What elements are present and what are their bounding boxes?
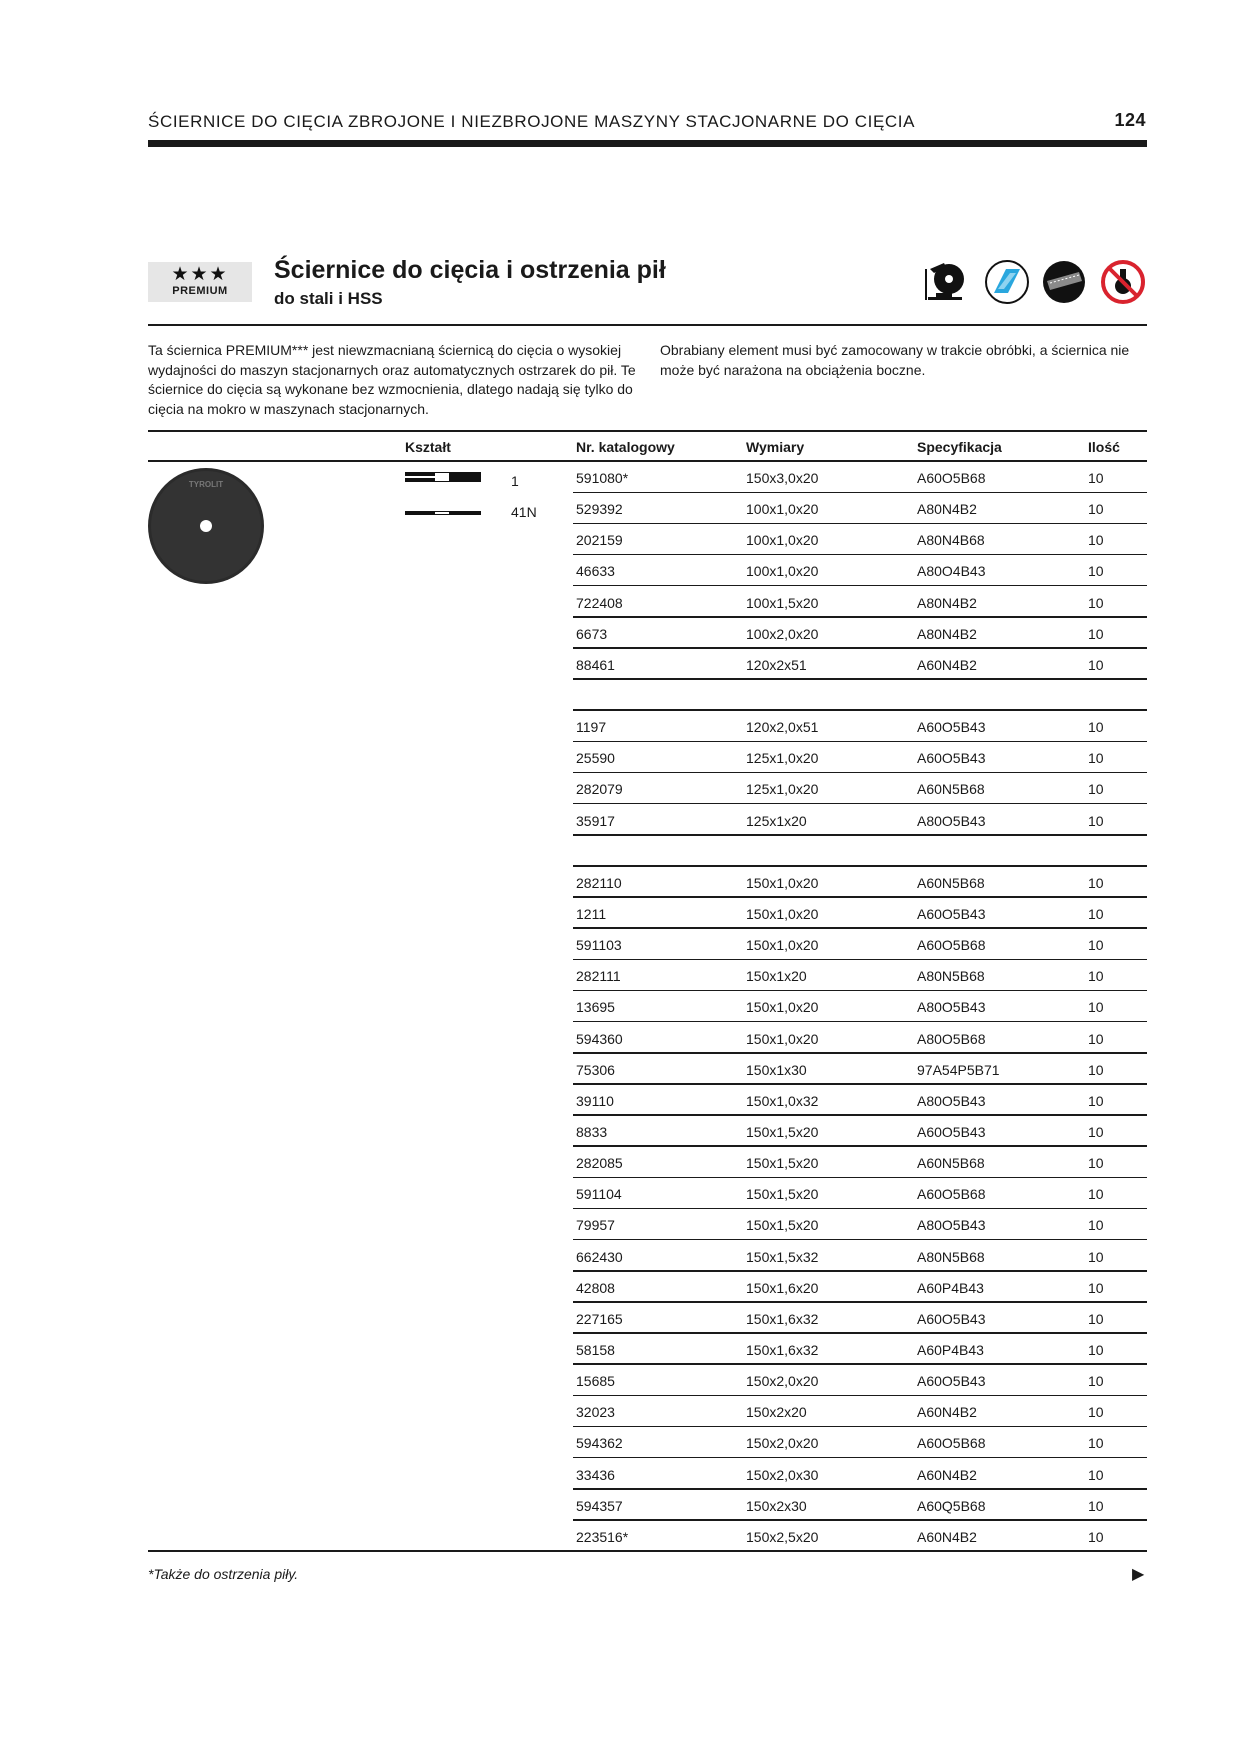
- catalog-number: 594357: [576, 1497, 623, 1514]
- quantity: 10: [1088, 656, 1104, 673]
- dimensions: 150x1,6x20: [746, 1279, 819, 1296]
- specification: A80N5B68: [917, 1248, 985, 1265]
- catalog-number: 282085: [576, 1155, 623, 1172]
- specification: A60O5B43: [917, 1310, 986, 1327]
- catalog-number: 594362: [576, 1435, 623, 1452]
- quantity: 10: [1088, 1435, 1104, 1452]
- premium-stars: ★★★: [171, 264, 229, 285]
- dimensions: 150x3,0x20: [746, 470, 819, 486]
- table-row: [0, 1459, 1240, 1490]
- catalog-number: 75306: [576, 1061, 615, 1078]
- saw-blade-icon: [1041, 259, 1087, 305]
- product-title: Ściernice do cięcia i ostrzenia pił: [274, 256, 666, 284]
- dimensions: 150x2x30: [746, 1497, 807, 1514]
- quantity: 10: [1088, 1061, 1104, 1078]
- disc-logo-text: TYROLIT: [188, 480, 224, 489]
- table-row: [0, 649, 1240, 680]
- quantity: 10: [1088, 1217, 1104, 1234]
- dimensions: 120x2x51: [746, 656, 807, 673]
- quantity: 10: [1088, 1466, 1104, 1483]
- quantity: 10: [1088, 1310, 1104, 1327]
- catalog-number: 282111: [576, 968, 621, 985]
- table-row: [0, 1334, 1240, 1365]
- dimensions: 150x1,0x20: [746, 905, 819, 922]
- steel-profile-icon: [984, 259, 1030, 305]
- dimensions: 150x1,6x32: [746, 1310, 819, 1327]
- table-row: [0, 836, 1240, 867]
- specification: A60O5B68: [917, 1435, 986, 1452]
- no-side-grinding-icon: [1100, 259, 1146, 305]
- table-row: [0, 493, 1240, 524]
- catalog-number: 15685: [576, 1373, 615, 1390]
- table-row: [0, 898, 1240, 929]
- catalog-number: 722408: [576, 594, 623, 611]
- specification: A60O5B68: [917, 1186, 986, 1203]
- quantity: 10: [1088, 594, 1104, 611]
- catalog-number: 1197: [576, 719, 607, 736]
- table-row: [0, 805, 1240, 836]
- dimensions: 125x1,0x20: [746, 781, 819, 798]
- table-row: [0, 1054, 1240, 1085]
- catalog-number: 227165: [576, 1310, 623, 1327]
- specification: A60N4B2: [917, 656, 977, 673]
- specification: A80O4B43: [917, 563, 986, 580]
- shape-41n-label: 41N: [511, 504, 537, 520]
- table-row: [0, 1490, 1240, 1521]
- table-row: [0, 618, 1240, 649]
- specification: A60P4B43: [917, 1279, 984, 1296]
- quantity: 10: [1088, 812, 1104, 829]
- catalog-number: 13695: [576, 999, 615, 1016]
- quantity: 10: [1088, 1123, 1104, 1140]
- table-row: [0, 773, 1240, 804]
- specification: A60N4B2: [917, 1466, 977, 1483]
- table-row: [0, 1116, 1240, 1147]
- table-row: [0, 1521, 1240, 1552]
- catalog-number: 202159: [576, 532, 623, 549]
- quantity: 10: [1088, 532, 1104, 549]
- table-bottom-rule: [148, 1550, 1147, 1552]
- specification: A60O5B43: [917, 905, 986, 922]
- specification: A60O5B43: [917, 1373, 986, 1390]
- table-row: [0, 742, 1240, 773]
- page-number: 124: [1114, 110, 1146, 130]
- table-row: [0, 1209, 1240, 1240]
- table-row: [0, 1147, 1240, 1178]
- specification: A60O5B68: [917, 937, 986, 954]
- dimensions: 150x1,5x20: [746, 1123, 819, 1140]
- table-row: [0, 711, 1240, 742]
- table-row: [0, 1396, 1240, 1427]
- quantity: 10: [1088, 1373, 1104, 1390]
- table-row: [0, 1272, 1240, 1303]
- dimensions: 150x1,0x20: [746, 874, 819, 891]
- catalog-number: 25590: [576, 750, 615, 767]
- specification: A80O5B43: [917, 812, 986, 829]
- description-right: Obrabiany element musi być zamocowany w trakcie obróbki, a ściernica nie może być narażona na obciążenia boczne.: [660, 342, 1130, 378]
- shape-1-label: 1: [511, 473, 519, 489]
- table-row: [0, 524, 1240, 555]
- dimensions: 150x2,0x30: [746, 1466, 819, 1483]
- specification: A80O5B68: [917, 1030, 986, 1047]
- quantity: 10: [1088, 1030, 1104, 1047]
- dimensions: 150x2,5x20: [746, 1528, 819, 1545]
- specification: A60Q5B68: [917, 1497, 986, 1514]
- quantity: 10: [1088, 750, 1104, 767]
- dimensions: 150x1,0x32: [746, 1092, 819, 1109]
- quantity: 10: [1088, 1497, 1104, 1514]
- specification: A60O5B43: [917, 719, 986, 736]
- header-rule: [148, 140, 1147, 147]
- premium-badge: [148, 262, 252, 302]
- specification: A60P4B43: [917, 1341, 984, 1358]
- catalog-number: 42808: [576, 1279, 615, 1296]
- table-row: [0, 462, 1240, 493]
- table-row: [0, 1178, 1240, 1209]
- table-row: [0, 1085, 1240, 1116]
- dimensions: 150x1,0x20: [746, 1030, 819, 1047]
- specification: A80N5B68: [917, 968, 985, 985]
- quantity: 10: [1088, 781, 1104, 798]
- quantity: 10: [1088, 625, 1104, 642]
- column-header-dimensions: Wymiary: [746, 439, 805, 455]
- catalog-number: 88461: [576, 656, 615, 673]
- quantity: 10: [1088, 1248, 1104, 1265]
- specification: A80O5B43: [917, 999, 986, 1016]
- table-row: [0, 1023, 1240, 1054]
- catalog-number: 223516*: [576, 1528, 629, 1545]
- catalog-number: 529392: [576, 501, 623, 518]
- quantity: 10: [1088, 1186, 1104, 1203]
- dimensions: 100x1,5x20: [746, 594, 819, 611]
- footnote: *Także do ostrzenia piły.: [148, 1566, 299, 1582]
- table-row: [0, 587, 1240, 618]
- quantity: 10: [1088, 874, 1104, 891]
- quantity: 10: [1088, 501, 1104, 518]
- specification: A80N4B68: [917, 532, 985, 549]
- dimensions: 150x1x20: [746, 968, 807, 985]
- specification: A80N4B2: [917, 594, 977, 611]
- dimensions: 100x2,0x20: [746, 625, 819, 642]
- table-row: [0, 1427, 1240, 1458]
- table-row: [0, 1241, 1240, 1272]
- dimensions: 120x2,0x51: [746, 719, 819, 736]
- premium-label: PREMIUM: [172, 285, 228, 297]
- dimensions: 150x1,5x20: [746, 1217, 819, 1234]
- quantity: 10: [1088, 1528, 1104, 1545]
- specification: A80O5B43: [917, 1092, 986, 1109]
- table-row: [0, 555, 1240, 586]
- catalog-number: 32023: [576, 1404, 615, 1421]
- catalog-number: 662430: [576, 1248, 623, 1265]
- specification: A80N4B2: [917, 625, 977, 642]
- page-header-title: ŚCIERNICE DO CIĘCIA ZBROJONE I NIEZBROJONE MASZYNY STACJONARNE DO CIĘCIA: [148, 112, 916, 131]
- dimensions: 100x1,0x20: [746, 532, 819, 549]
- dimensions: 150x2,0x20: [746, 1435, 819, 1452]
- table-row: [0, 680, 1240, 711]
- catalog-number: 58158: [576, 1341, 615, 1358]
- quantity: 10: [1088, 1092, 1104, 1109]
- dimensions: 150x1,5x20: [746, 1186, 819, 1203]
- specification: A80O5B43: [917, 1217, 986, 1234]
- catalog-number: 79957: [576, 1217, 615, 1234]
- catalog-number: 591104: [576, 1186, 622, 1203]
- dimensions: 125x1,0x20: [746, 750, 819, 767]
- dimensions: 150x2x20: [746, 1404, 807, 1421]
- specification: A80N4B2: [917, 501, 977, 518]
- catalog-number: 594360: [576, 1030, 623, 1047]
- table-row: [0, 991, 1240, 1022]
- quantity: 10: [1088, 999, 1104, 1016]
- quantity: 10: [1088, 968, 1104, 985]
- dimensions: 150x1,0x20: [746, 937, 819, 954]
- quantity: 10: [1088, 1341, 1104, 1358]
- table-row: [0, 1303, 1240, 1334]
- specification: A60O5B43: [917, 750, 986, 767]
- specification: A60O5B43: [917, 1123, 986, 1140]
- catalog-number: 282110: [576, 874, 622, 891]
- title-rule: [148, 324, 1147, 326]
- table-row: [0, 929, 1240, 960]
- catalog-number: 33436: [576, 1466, 615, 1483]
- column-header-catalog: Nr. katalogowy: [576, 439, 675, 455]
- dimensions: 150x1x30: [746, 1061, 807, 1078]
- dimensions: 100x1,0x20: [746, 501, 819, 518]
- specification: 97A54P5B71: [917, 1061, 1000, 1078]
- quantity: 10: [1088, 937, 1104, 954]
- quantity: 10: [1088, 470, 1104, 486]
- dimensions: 150x1,0x20: [746, 999, 819, 1016]
- catalog-number: 591080*: [576, 470, 629, 486]
- quantity: 10: [1088, 719, 1104, 736]
- column-header-spec: Specyfikacja: [917, 439, 1002, 455]
- stationary-cutting-machine-icon: [922, 259, 968, 305]
- catalog-number: 35917: [576, 812, 615, 829]
- dimensions: 125x1x20: [746, 812, 807, 829]
- specification: A60N5B68: [917, 1155, 985, 1172]
- column-header-shape: Kształt: [405, 439, 451, 455]
- catalog-number: 46633: [576, 563, 615, 580]
- specification: A60N4B2: [917, 1528, 977, 1545]
- table-row: [0, 867, 1240, 898]
- dimensions: 150x1,6x32: [746, 1341, 819, 1358]
- dimensions: 150x2,0x20: [746, 1373, 819, 1390]
- specification: A60N5B68: [917, 781, 985, 798]
- column-header-qty: Ilość: [1088, 439, 1120, 455]
- catalog-number: 6673: [576, 625, 608, 642]
- dimensions: 150x1,5x32: [746, 1248, 819, 1265]
- quantity: 10: [1088, 1155, 1104, 1172]
- table-row: [0, 960, 1240, 991]
- specification: A60N4B2: [917, 1404, 977, 1421]
- quantity: 10: [1088, 1404, 1104, 1421]
- table-top-rule: [148, 430, 1147, 432]
- product-table-body: [0, 462, 1240, 1552]
- table-row: [0, 1365, 1240, 1396]
- description-left: Ta ściernica PREMIUM*** jest niewzmacnianą ściernicą do cięcia o wysokiej wydajności do maszyn stacjonarnych oraz automatycznych ostrzarek do pił. Te ściernice do cięcia są wykonane bez wzmocnienia, dlatego nadają się tylko do cięcia na mokro w maszynach stacjonarnych.: [148, 342, 636, 417]
- specification: A60N5B68: [917, 874, 985, 891]
- quantity: 10: [1088, 905, 1104, 922]
- catalog-number: 8833: [576, 1123, 608, 1140]
- dimensions: 150x1,5x20: [746, 1155, 819, 1172]
- specification: A60O5B68: [917, 470, 986, 486]
- next-page-arrow-icon[interactable]: ▶: [1132, 1566, 1145, 1583]
- dimensions: 100x1,0x20: [746, 563, 819, 580]
- catalog-number: 282079: [576, 781, 623, 798]
- quantity: 10: [1088, 563, 1104, 580]
- catalog-number: 39110: [576, 1092, 614, 1109]
- catalog-number: 1211: [576, 905, 607, 922]
- quantity: 10: [1088, 1279, 1104, 1296]
- product-subtitle: do stali i HSS: [274, 289, 383, 308]
- catalog-number: 591103: [576, 937, 622, 954]
